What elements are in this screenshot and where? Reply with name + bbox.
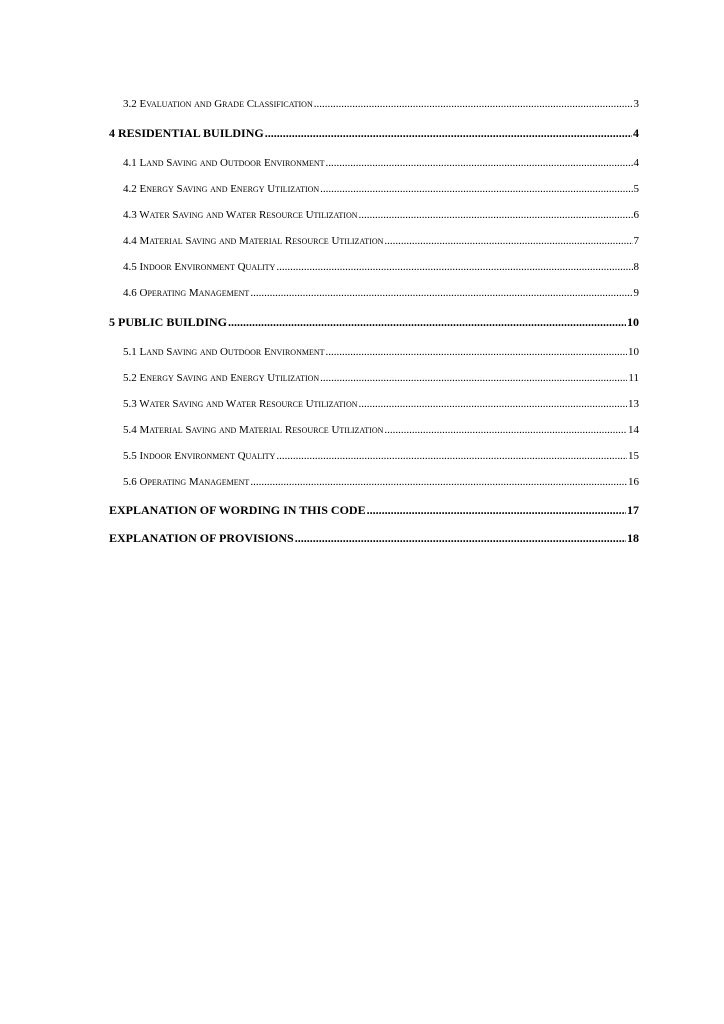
toc-entry-page: 10 — [628, 346, 639, 358]
dot-leader — [276, 259, 632, 275]
toc-entry-page: 3 — [633, 98, 639, 110]
toc-entry-5-3[interactable] — [109, 396, 639, 412]
dot-leader — [359, 207, 633, 223]
toc-entry-page: 6 — [633, 209, 639, 221]
toc-entry-wording-explanation[interactable] — [109, 502, 639, 518]
toc-entry-title: 5.4 Material Saving and Material Resource Utilization — [123, 424, 384, 436]
toc-entry-title: 5.6 Operating Management — [123, 476, 250, 488]
toc-entry-4-3[interactable] — [109, 207, 639, 223]
toc-entry-page: 4 — [633, 126, 639, 140]
table-of-contents — [109, 96, 639, 546]
toc-entry-title: 4.6 Operating Management — [123, 287, 250, 299]
toc-entry-page: 13 — [628, 398, 639, 410]
toc-entry-page: 5 — [633, 183, 639, 195]
dot-leader — [326, 155, 633, 171]
toc-entry-title: EXPLANATION OF PROVISIONS — [109, 531, 294, 545]
toc-entry-4-1[interactable] — [109, 155, 639, 171]
toc-entry-5-5[interactable] — [109, 448, 639, 464]
dot-leader — [314, 96, 633, 112]
dot-leader — [276, 448, 627, 464]
toc-entry-title: 5 PUBLIC BUILDING — [109, 315, 228, 329]
toc-entry-title: 4.2 Energy Saving and Energy Utilization — [123, 183, 320, 195]
toc-entry-4-2[interactable] — [109, 181, 639, 197]
toc-entry-title: 5.3 Water Saving and Water Resource Utilization — [123, 398, 358, 410]
toc-entry-3-2[interactable] — [109, 96, 639, 112]
toc-entry-title: 3.2 Evaluation and Grade Classification — [123, 98, 313, 110]
toc-entry-title: 4.4 Material Saving and Material Resource Utilization — [123, 235, 384, 247]
toc-entry-provisions-explanation[interactable] — [109, 530, 639, 546]
toc-entry-page: 15 — [628, 450, 639, 462]
toc-entry-title: EXPLANATION OF WORDING IN THIS CODE — [109, 503, 366, 517]
toc-entry-5-1[interactable] — [109, 344, 639, 360]
toc-entry-page: 8 — [633, 261, 639, 273]
toc-entry-page: 16 — [628, 476, 639, 488]
toc-entry-title: 5.5 Indoor Environment Quality — [123, 450, 276, 462]
toc-entry-4-5[interactable] — [109, 259, 639, 275]
dot-leader — [228, 314, 626, 330]
toc-entry-4-6[interactable] — [109, 285, 639, 301]
dot-leader — [320, 370, 627, 386]
toc-entry-5-4[interactable] — [109, 422, 639, 438]
dot-leader — [367, 502, 626, 518]
toc-entry-5-2[interactable] — [109, 370, 639, 386]
toc-entry-4-4[interactable] — [109, 233, 639, 249]
toc-entry-4[interactable] — [109, 125, 639, 141]
toc-entry-title: 4 RESIDENTIAL BUILDING — [109, 126, 264, 140]
dot-leader — [320, 181, 632, 197]
toc-entry-title: 5.2 Energy Saving and Energy Utilization — [123, 372, 320, 384]
toc-entry-title: 5.1 Land Saving and Outdoor Environment — [123, 346, 325, 358]
toc-entry-page: 11 — [628, 372, 639, 384]
dot-leader — [359, 396, 627, 412]
dot-leader — [250, 474, 627, 490]
toc-entry-page: 7 — [633, 235, 639, 247]
toc-entry-page: 17 — [627, 503, 639, 517]
toc-entry-title: 4.3 Water Saving and Water Resource Utilization — [123, 209, 358, 221]
dot-leader — [250, 285, 632, 301]
dot-leader — [265, 125, 632, 141]
dot-leader — [384, 422, 627, 438]
toc-entry-5-6[interactable] — [109, 474, 639, 490]
toc-entry-page: 10 — [627, 315, 639, 329]
toc-entry-page: 9 — [633, 287, 639, 299]
toc-entry-page: 14 — [628, 424, 639, 436]
toc-entry-title: 4.1 Land Saving and Outdoor Environment — [123, 157, 325, 169]
dot-leader — [295, 530, 626, 546]
toc-entry-page: 4 — [633, 157, 639, 169]
toc-entry-page: 18 — [627, 531, 639, 545]
dot-leader — [384, 233, 632, 249]
toc-entry-5[interactable] — [109, 314, 639, 330]
toc-entry-title: 4.5 Indoor Environment Quality — [123, 261, 276, 273]
dot-leader — [326, 344, 627, 360]
